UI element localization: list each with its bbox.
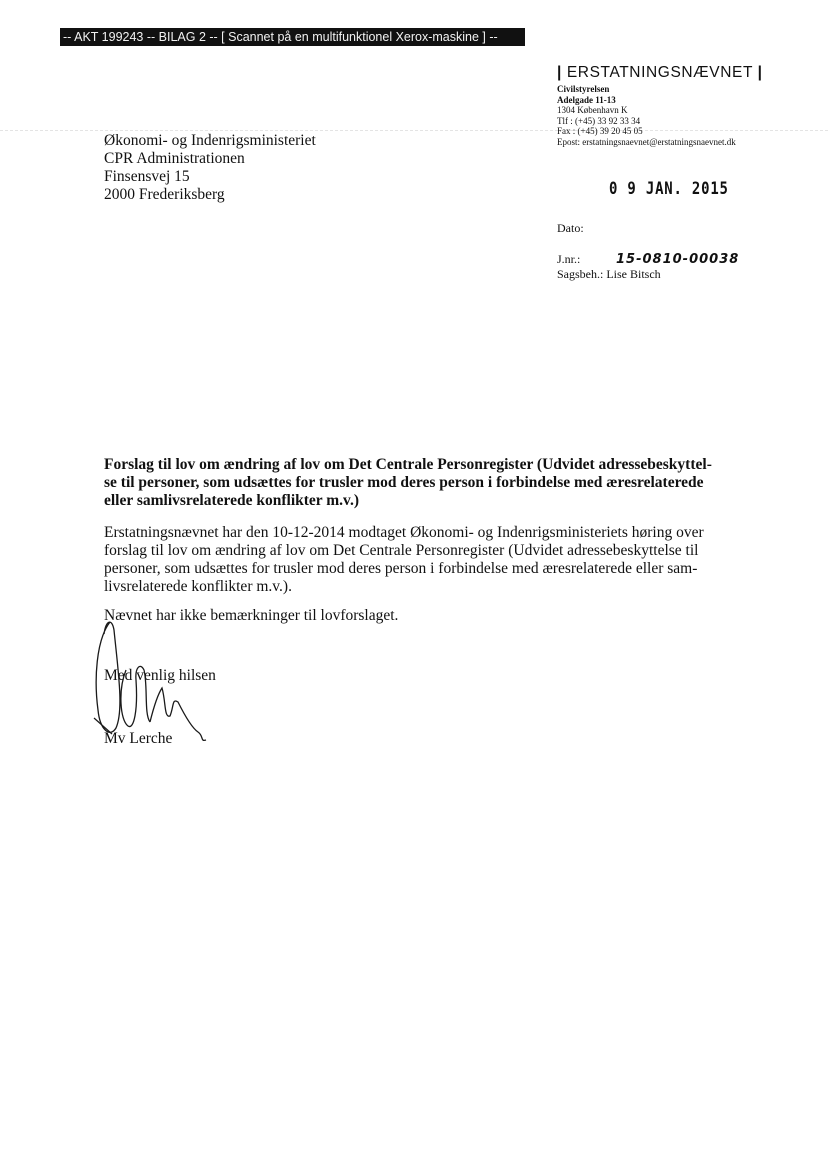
body-paragraph-remarks: Nævnet har ikke bemærkninger til lovforslaget. — [104, 607, 399, 624]
recipient-line: Finsensvej 15 — [104, 168, 190, 185]
recipient-line: Økonomi- og Indenrigsministeriet — [104, 132, 316, 149]
letterhead-bar: | — [757, 64, 763, 81]
recipient-line: CPR Administrationen — [104, 150, 245, 167]
sender-address-line: 1304 København K — [557, 105, 628, 115]
subject-line: eller samlivsrelaterede konflikter m.v.) — [104, 492, 359, 509]
case-officer-field — [557, 267, 661, 281]
signatory-name: Mv Lerche — [104, 730, 173, 747]
case-officer-name: Lise Bitsch — [606, 267, 661, 281]
case-officer-label: Sagsbeh.: — [557, 267, 604, 281]
body-line: livsrelaterede konflikter m.v.). — [104, 578, 292, 595]
body-line: Erstatningsnævnet har den 10-12-2014 modtaget Økonomi- og Indenrigsministeriets høring over — [104, 524, 704, 541]
body-line: forslag til lov om ændring af lov om Det Centrale Personregister (Udvidet adressebeskyttelse til — [104, 542, 699, 559]
subject-line: se til personer, som udsættes for trusler mod deres person i forbindelse med æresrelaterede — [104, 474, 704, 491]
organization-name — [557, 64, 763, 82]
journal-number-value: 15-0810-00038 — [616, 252, 740, 267]
sub-organization: Civilstyrelsen — [557, 84, 610, 94]
sender-address-line: Adelgade 11-13 — [557, 94, 616, 105]
recipient-address — [104, 132, 316, 204]
recipient-line: 2000 Frederiksberg — [104, 186, 225, 203]
subject-line: Forslag til lov om ændring af lov om Det Centrale Personregister (Udvidet adressebeskyttel- — [104, 456, 712, 473]
letter-subject — [104, 456, 734, 510]
sender-email: Epost: erstatningsnaevnet@erstatningsnaevnet.dk — [557, 136, 736, 147]
handwritten-signature — [88, 610, 218, 750]
sender-phone: Tlf : (+45) 33 92 33 34 — [557, 115, 641, 126]
body-line: personer, som udsættes for trusler mod deres person i forbindelse med æresrelaterede eller sam- — [104, 560, 698, 577]
journal-number-label: J.nr.: — [557, 252, 581, 266]
scan-header-banner: -- AKT 199243 -- BILAG 2 -- [ Scannet på en multifunktionel Xerox-maskine ] -- — [60, 28, 525, 46]
body-paragraph — [104, 524, 724, 596]
sender-fax: Fax : (+45) 39 20 45 05 — [557, 126, 643, 136]
letterhead-bar: | — [557, 64, 562, 81]
closing-greeting: Med venlig hilsen — [104, 667, 216, 684]
date-field — [557, 221, 584, 235]
organization-title: ERSTATNINGSNÆVNET — [566, 64, 753, 81]
journal-number-field — [557, 252, 739, 267]
received-date-stamp: 0 9 JAN. 2015 — [609, 179, 729, 199]
sender-letterhead — [557, 64, 763, 147]
date-label: Dato: — [557, 221, 584, 235]
sender-contact — [557, 84, 763, 147]
